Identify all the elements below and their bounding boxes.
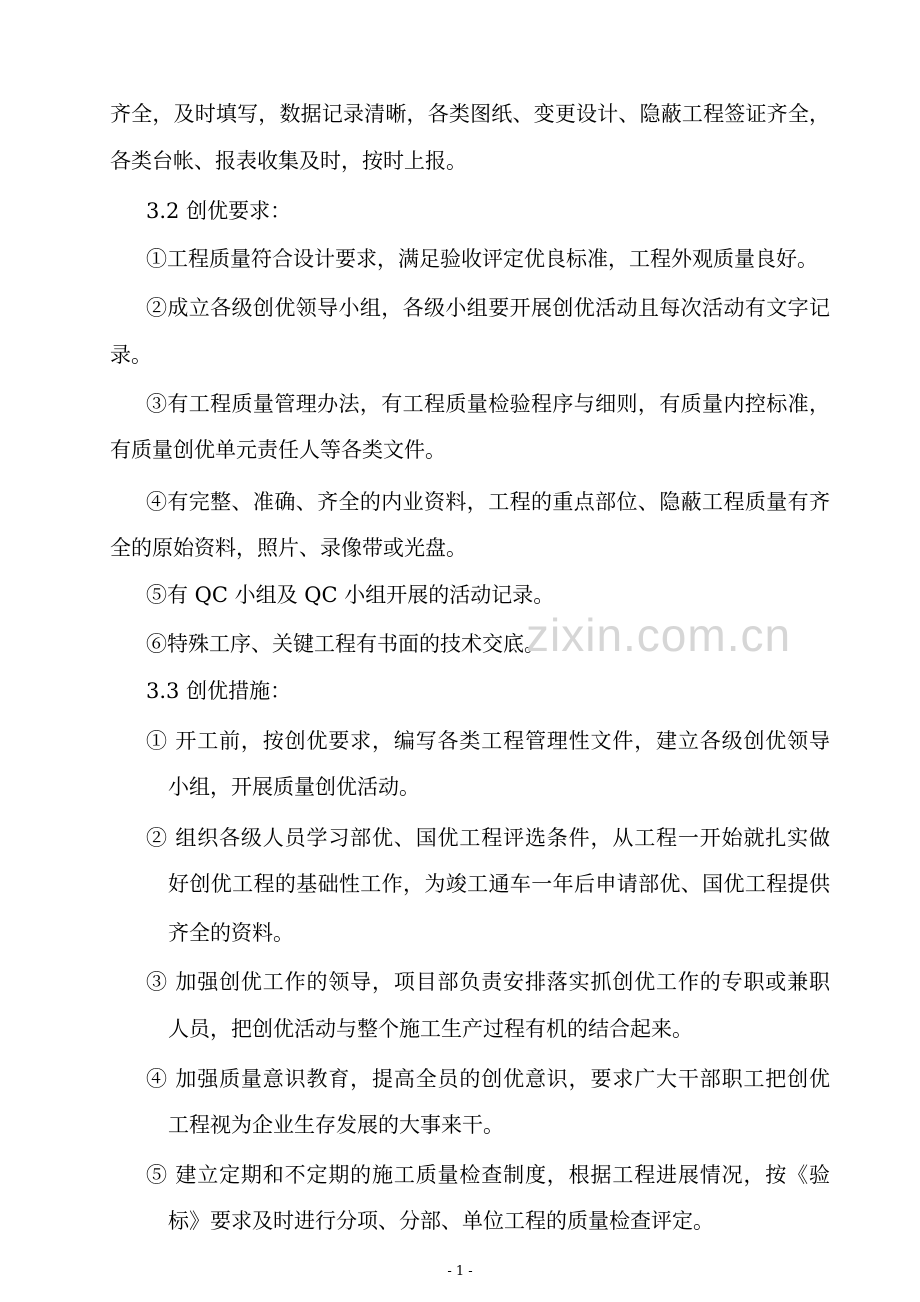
list-item-line: 齐全的资料。 bbox=[168, 921, 294, 945]
paragraph-line: ②成立各级创优领导小组，各级小组要开展创优活动且每次活动有文字记 bbox=[146, 296, 830, 320]
list-item-line: 标》要求及时进行分项、分部、单位工程的质量检查评定。 bbox=[168, 1209, 714, 1233]
list-item-line: 人员，把创优活动与整个施工生产过程有机的结合起来。 bbox=[168, 1017, 693, 1041]
list-item-line: 工程视为企业生存发展的大事来干。 bbox=[168, 1113, 504, 1137]
page-number: - 1 - bbox=[447, 1264, 473, 1279]
list-item-line: ① 开工前，按创优要求，编写各类工程管理性文件，建立各级创优领导 bbox=[146, 729, 830, 753]
list-item-line: ③ 加强创优工作的领导，项目部负责安排落实抓创优工作的专职或兼职 bbox=[146, 970, 830, 994]
paragraph-line: 录。 bbox=[110, 343, 152, 367]
watermark: zixin.com.cn bbox=[526, 609, 792, 661]
paragraph-line: ④有完整、准确、齐全的内业资料，工程的重点部位、隐蔽工程质量有齐 bbox=[146, 490, 830, 514]
paragraph-line: ③有工程质量管理办法，有工程质量检验程序与细则，有质量内控标准， bbox=[146, 392, 830, 416]
section-heading: 3.3 创优措施： bbox=[146, 679, 292, 703]
list-item-line: ④ 加强质量意识教育，提高全员的创优意识，要求广大干部职工把创优 bbox=[146, 1067, 830, 1091]
list-item-line: 小组，开展质量创优活动。 bbox=[168, 775, 420, 799]
paragraph-line: ⑤有 QC 小组及 QC 小组开展的活动记录。 bbox=[146, 583, 555, 607]
paragraph-line: ⑥特殊工序、关键工程有书面的技术交底。 bbox=[146, 632, 545, 656]
paragraph-line: 各类台帐、报表收集及时，按时上报。 bbox=[110, 149, 467, 173]
section-heading: 3.2 创优要求： bbox=[146, 199, 292, 223]
list-item-line: ⑤ 建立定期和不定期的施工质量检查制度，根据工程进展情况，按《验 bbox=[146, 1163, 830, 1187]
list-item-line: ② 组织各级人员学习部优、国优工程评选条件，从工程一开始就扎实做 bbox=[146, 826, 830, 850]
paragraph-line: 全的原始资料，照片、录像带或光盘。 bbox=[110, 536, 467, 560]
paragraph-line: ①工程质量符合设计要求，满足验收评定优良标准，工程外观质量良好。 bbox=[146, 247, 818, 271]
paragraph-line: 齐全，及时填写，数据记录清晰，各类图纸、变更设计、隐蔽工程签证齐全， bbox=[110, 102, 830, 126]
paragraph-line: 有质量创优单元责任人等各类文件。 bbox=[110, 438, 446, 462]
list-item-line: 好创优工程的基础性工作，为竣工通车一年后申请部优、国优工程提供 bbox=[168, 872, 830, 896]
